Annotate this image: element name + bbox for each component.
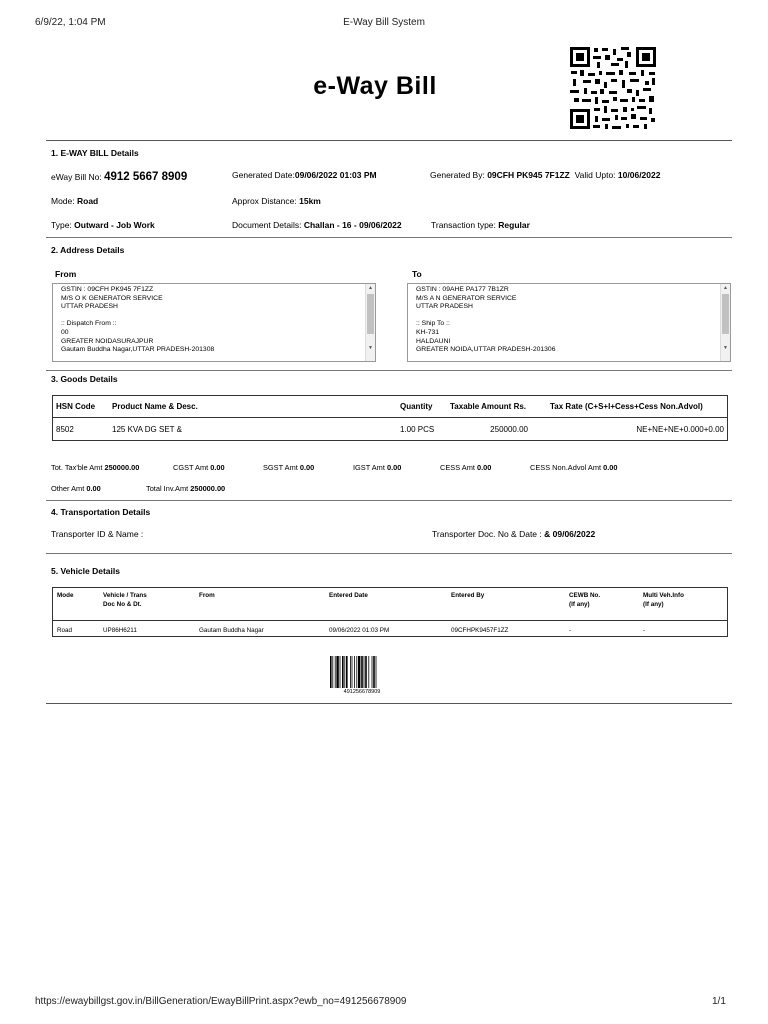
print-page-count: 1/1: [712, 996, 726, 1007]
scroll-down-icon[interactable]: ▼: [368, 345, 373, 351]
from-address-line: :: Dispatch From ::: [61, 320, 117, 328]
barcode-bar: [352, 656, 353, 688]
from-scrollbar[interactable]: [365, 284, 375, 361]
vehicle-header-row: [52, 587, 728, 621]
section-heading-goods: 3. Goods Details: [51, 374, 118, 384]
vehicle-col-header: Multi Veh.Info (If any): [638, 587, 728, 621]
vehicle-col-header: Mode: [52, 587, 98, 621]
cess-nonadvol-value: 0.00: [603, 463, 618, 472]
scroll-thumb[interactable]: [367, 294, 374, 334]
to-address-text: [408, 284, 730, 355]
mode-value: Road: [77, 196, 99, 206]
divider: [46, 500, 732, 501]
to-address-line: :: Ship To ::: [416, 320, 450, 328]
vehicle-col-header: Vehicle / Trans Doc No & Dt.: [98, 587, 194, 621]
cess-value: 0.00: [476, 463, 492, 472]
cess-nonadvol-amount: [530, 463, 618, 472]
barcode-bar: [340, 656, 341, 688]
other-amount-label: Other Amt: [51, 484, 85, 493]
vehicle-entered-by: 09CFHPK9457F1ZZ: [451, 626, 509, 634]
distance-label: Approx Distance:: [232, 196, 297, 206]
document-details-field: [232, 220, 402, 230]
vehicle-col-header: CEWB No. (If any): [564, 587, 638, 621]
generated-by-field: [430, 170, 660, 180]
from-address-line: [61, 312, 375, 321]
from-address-box[interactable]: [52, 283, 376, 362]
mode-label: Mode:: [51, 196, 75, 206]
vehicle-mode: Road: [57, 626, 73, 634]
qr-code: [569, 46, 657, 130]
product-name: 125 KVA DG SET &: [112, 424, 182, 434]
sgst-amount: [263, 463, 314, 472]
goods-col-header: HSN Code: [52, 395, 108, 418]
from-address-line: UTTAR PRADESH: [61, 303, 118, 311]
cess-nonadvol-label: CESS Non.Advol Amt: [530, 463, 602, 472]
cgst-amount: [173, 463, 225, 472]
scroll-down-icon[interactable]: ▼: [723, 345, 728, 351]
vehicle-multi-info: -: [643, 626, 646, 634]
scroll-thumb[interactable]: [722, 294, 729, 334]
sgst-value: 0.00: [299, 463, 315, 472]
barcode-bar: [361, 656, 363, 688]
barcode-bar: [364, 656, 365, 688]
barcode-number: 491256678909: [343, 689, 381, 695]
barcode-bar: [372, 656, 373, 688]
transporter-doc-value: & 09/06/2022: [544, 529, 596, 539]
from-label: From: [55, 269, 77, 279]
vehicle-from: Gautam Buddha Nagar: [199, 626, 264, 634]
to-address-line: HALDAUNI: [416, 337, 451, 345]
generated-date-label: Generated Date:: [232, 170, 295, 180]
page-title: e-Way Bill: [313, 72, 437, 100]
barcode: [328, 656, 396, 692]
ewb-no-label: eWay Bill No:: [51, 172, 102, 182]
to-address-line: GSTIN : 09AHE PA177 7B1ZR: [416, 286, 509, 293]
goods-header-row: [52, 395, 728, 418]
valid-upto-value: 10/06/2022: [617, 170, 661, 180]
type-value: Outward - Job Work: [74, 220, 155, 230]
divider: [46, 140, 732, 141]
to-address-line: [416, 312, 730, 321]
from-address-line: Gautam Buddha Nagar,UTTAR PRADESH-201308: [61, 346, 215, 354]
cess-label: CESS Amt: [440, 463, 475, 472]
mode-field: [51, 196, 98, 206]
from-address-line: GSTIN : 09CFH PK945 7F1ZZ: [61, 286, 154, 293]
transaction-type-field: [431, 220, 530, 230]
vehicle-col-header: Entered Date: [324, 587, 446, 621]
total-taxable: [51, 463, 139, 472]
to-address-line: UTTAR PRADESH: [416, 303, 473, 311]
vehicle-col-header: From: [194, 587, 324, 621]
hsn-code: 8502: [56, 424, 74, 434]
valid-upto-label: Valid Upto:: [574, 170, 616, 180]
taxable-amount: 250000.00: [490, 424, 528, 434]
section-heading-ewb-details: 1. E-WAY BILL Details: [51, 148, 139, 158]
type-field: [51, 220, 155, 230]
scroll-up-icon[interactable]: ▲: [723, 285, 728, 291]
print-url: https://ewaybillgst.gov.in/BillGeneration/EwayBillPrint.aspx?ewb_no=491256678909: [35, 996, 407, 1007]
goods-col-header: Product Name & Desc.: [108, 395, 396, 418]
generated-by-value: 09CFH PK945 7F1ZZ: [487, 170, 570, 180]
barcode-bar: [335, 656, 336, 688]
from-address-text: [53, 284, 375, 355]
transporter-doc-label: Transporter Doc. No & Date :: [432, 529, 542, 539]
total-invoice-label: Total Inv.Amt: [146, 484, 189, 493]
table-row: [52, 418, 728, 441]
ewb-no-value: 4912 5667 8909: [104, 171, 188, 183]
other-amount: [51, 484, 101, 493]
quantity: 1.00 PCS: [400, 424, 435, 434]
other-amount-value: 0.00: [86, 484, 101, 493]
barcode-bar: [344, 656, 345, 688]
to-address-line: GREATER NOIDA,UTTAR PRADESH-201306: [416, 346, 556, 354]
to-scrollbar[interactable]: [720, 284, 730, 361]
barcode-bar: [332, 656, 333, 688]
tax-rate: NE+NE+NE+0.000+0.00: [636, 424, 724, 434]
divider: [46, 370, 732, 371]
cgst-value: 0.00: [210, 463, 225, 472]
from-address-line: 00: [61, 328, 69, 336]
barcode-bar: [330, 656, 332, 688]
vehicle-entered-date: 09/06/2022 01:03 PM: [329, 626, 390, 634]
total-taxable-label: Tot. Tax'ble Amt: [51, 463, 103, 472]
barcode-bar: [342, 656, 344, 688]
barcode-bar: [346, 656, 348, 688]
barcode-bar: [354, 656, 355, 688]
barcode-bar: [373, 656, 375, 688]
vehicle-number: UP86H6211: [103, 626, 137, 634]
igst-label: IGST Amt: [353, 463, 385, 472]
igst-value: 0.00: [386, 463, 402, 472]
to-address-line: M/S A N GENERATOR SERVICE: [416, 294, 517, 302]
goods-col-header: Tax Rate (C+S+I+Cess+Cess Non.Advol): [546, 395, 728, 418]
to-address-line: KH-731: [416, 328, 440, 336]
generated-by-label: Generated By:: [430, 170, 485, 180]
cess-amount: [440, 463, 491, 472]
sgst-label: SGST Amt: [263, 463, 298, 472]
barcode-bar: [336, 656, 338, 688]
total-invoice-amount: [146, 484, 225, 493]
divider: [46, 703, 732, 704]
barcode-bar: [365, 656, 367, 688]
cgst-label: CGST Amt: [173, 463, 209, 472]
section-heading-transportation: 4. Transportation Details: [51, 507, 151, 517]
generated-date-field: [232, 170, 377, 180]
goods-col-header: Quantity: [396, 395, 446, 418]
generated-date-value: 09/06/2022 01:03 PM: [294, 170, 377, 180]
total-invoice-value: 250000.00: [190, 484, 226, 493]
total-taxable-value: 250000.00: [104, 463, 140, 472]
goods-table: [52, 395, 728, 440]
ewb-no-field: [51, 171, 187, 183]
document-details-value: Challan - 16 - 09/06/2022: [303, 220, 402, 230]
vehicle-cewb-no: -: [569, 626, 572, 634]
vehicle-table: [52, 587, 728, 639]
transaction-type-value: Regular: [498, 220, 530, 230]
divider: [46, 237, 732, 238]
transporter-id-field: [51, 529, 143, 539]
transaction-type-label: Transaction type:: [431, 220, 496, 230]
from-address-line: GREATER NOIDASURAJPUR: [61, 337, 154, 345]
print-page-title: E-Way Bill System: [343, 17, 425, 28]
barcode-bar: [368, 656, 369, 688]
print-datetime: 6/9/22, 1:04 PM: [35, 17, 106, 28]
section-heading-address: 2. Address Details: [51, 245, 125, 255]
table-row: [52, 621, 728, 640]
barcode-bar: [358, 656, 360, 688]
transporter-doc-field: [432, 529, 595, 539]
distance-value: 15km: [299, 196, 321, 206]
document-details-label: Document Details:: [232, 220, 302, 230]
barcode-bar: [350, 656, 351, 688]
distance-field: [232, 196, 321, 206]
section-heading-vehicle: 5. Vehicle Details: [51, 566, 120, 576]
scroll-up-icon[interactable]: ▲: [368, 285, 373, 291]
barcode-bar: [356, 656, 357, 688]
to-label: To: [412, 269, 422, 279]
from-address-line: M/S O K GENERATOR SERVICE: [61, 294, 163, 302]
type-label: Type:: [51, 220, 72, 230]
transporter-id-label: Transporter ID & Name :: [51, 529, 144, 539]
divider: [46, 553, 732, 554]
to-address-box[interactable]: [407, 283, 731, 362]
vehicle-col-header: Entered By: [446, 587, 564, 621]
barcode-bar: [376, 656, 377, 688]
goods-col-header: Taxable Amount Rs.: [446, 395, 546, 418]
igst-amount: [353, 463, 401, 472]
